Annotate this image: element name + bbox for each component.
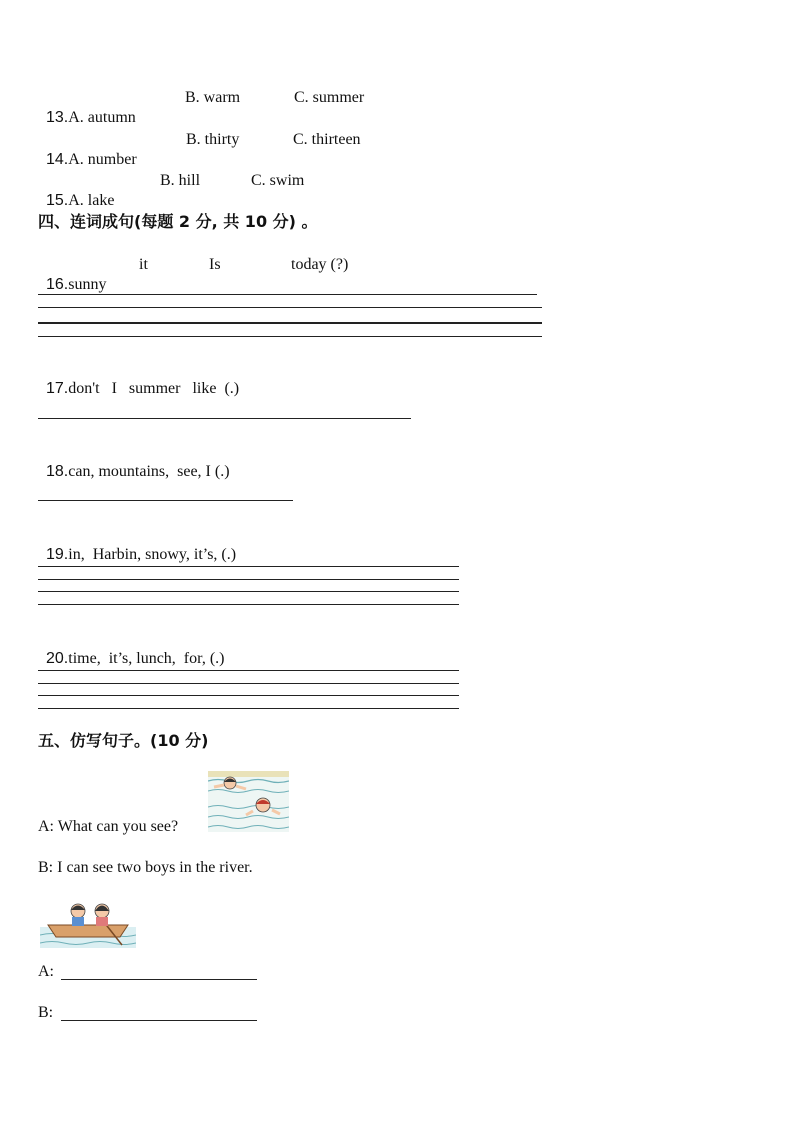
- q15-option-b: B. hill: [160, 172, 201, 189]
- kids-in-boat-picture-icon: [40, 899, 136, 948]
- q17-answer-line[interactable]: [38, 418, 411, 419]
- q20-answer-line-1[interactable]: [38, 670, 459, 671]
- q17-words: don't I summer like (.): [68, 380, 240, 397]
- q16-row: [38, 255, 106, 295]
- q19-answer-line-4[interactable]: [38, 604, 459, 605]
- q20-answer-line-3[interactable]: [38, 695, 459, 696]
- q20-words: time, it’s, lunch, for, (.): [68, 650, 225, 667]
- q16-answer-line-2[interactable]: [38, 307, 542, 308]
- answer-a-label: A:: [38, 963, 54, 980]
- q19-number: 19.: [46, 546, 69, 563]
- q13-number: 13.: [46, 109, 69, 126]
- q15-option-a: A. lake: [68, 192, 115, 209]
- q16-answer-line-4[interactable]: [38, 336, 542, 337]
- answer-b-label: B:: [38, 1004, 54, 1021]
- q14-option-b: B. thirty: [186, 131, 240, 148]
- q14-row: [38, 130, 137, 170]
- q18-row: [38, 442, 230, 482]
- q16-word-4: today (?): [291, 256, 349, 273]
- q19-answer-line-3[interactable]: [38, 591, 459, 592]
- answer-b-line[interactable]: [61, 1020, 257, 1021]
- q13-row: [38, 88, 136, 128]
- q20-answer-line-2[interactable]: [38, 683, 459, 684]
- q20-row: [38, 629, 224, 669]
- q20-answer-line-4[interactable]: [38, 708, 459, 709]
- q13-option-b: B. warm: [185, 89, 241, 106]
- q13-option-c: C. summer: [294, 89, 365, 106]
- example-question: A: What can you see?: [38, 818, 179, 835]
- q14-option-c: C. thirteen: [293, 131, 361, 148]
- swimming-kids-picture-icon: [208, 771, 289, 832]
- q15-number: 15.: [46, 192, 69, 209]
- answer-a-line[interactable]: [61, 979, 257, 980]
- section-5-heading: 五、仿写句子。(10 分): [38, 731, 209, 750]
- q15-option-c: C. swim: [251, 172, 305, 189]
- section-4-heading: 四、连词成句(每题 2 分, 共 10 分) 。: [38, 212, 318, 231]
- q16-word-2: it: [139, 256, 148, 273]
- q13-option-a: A. autumn: [68, 109, 136, 126]
- q18-number: 18.: [46, 463, 69, 480]
- q15-row: [38, 171, 114, 211]
- example-answer: B: I can see two boys in the river.: [38, 859, 253, 876]
- q16-word-1: sunny: [68, 276, 107, 293]
- q16-number: 16.: [46, 276, 69, 293]
- q18-answer-line[interactable]: [38, 500, 293, 501]
- q19-answer-line-2[interactable]: [38, 579, 459, 580]
- q16-answer-line-3[interactable]: [38, 322, 542, 324]
- q19-words: in, Harbin, snowy, it’s, (.): [68, 546, 237, 563]
- q17-number: 17.: [46, 380, 69, 397]
- q14-number: 14.: [46, 151, 69, 168]
- q19-answer-line-1[interactable]: [38, 566, 459, 567]
- q20-number: 20.: [46, 650, 69, 667]
- q16-answer-line-1[interactable]: [38, 294, 537, 295]
- q16-word-3: Is: [209, 256, 221, 273]
- q17-row: [38, 359, 239, 399]
- q18-words: can, mountains, see, I (.): [68, 463, 230, 480]
- q14-option-a: A. number: [68, 151, 137, 168]
- q19-row: [38, 525, 236, 565]
